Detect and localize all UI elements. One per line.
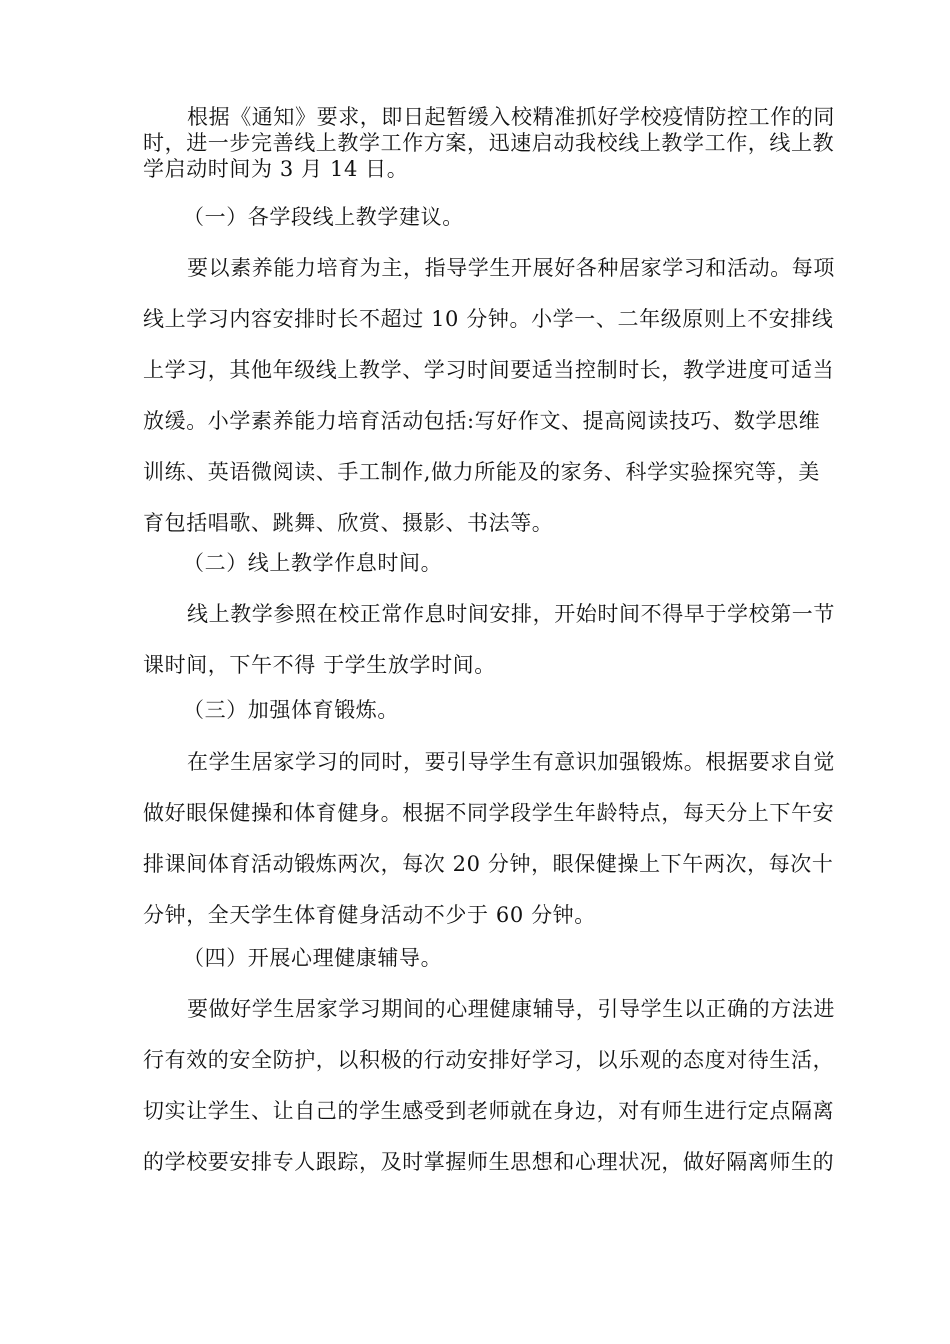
section-3-line-1: 在学生居家学习的同时，要引导学生有意识加强锻炼。根据要求自觉 [187,750,835,774]
section-2-heading: （二）线上教学作息时间。 [183,551,443,575]
section-3-line-4: 分钟，全天学生体育健身活动不少于 60 分钟。 [143,903,596,927]
intro-line-2: 时，进一步完善线上教学工作方案，迅速启动我校线上教学工作，线上教 [143,131,835,155]
section-1-line-4: 放缓。小学素养能力培育活动包括:写好作文、提高阅读技巧、数学思维 [143,409,821,433]
section-4-line-2: 行有效的安全防护，以积极的行动安排好学习，以乐观的态度对待生活， [143,1048,835,1072]
section-2-line-1: 线上教学参照在校正常作息时间安排，开始时间不得早于学校第一节 [187,602,835,626]
intro-line-3: 学启动时间为 3 月 14 日。 [143,157,409,181]
section-2-paragraph [143,589,835,691]
section-1-line-6: 育包括唱歌、跳舞、欣赏、摄影、书法等。 [143,511,554,535]
section-1-line-1: 要以素养能力培育为主，指导学生开展好各种居家学习和活动。每项 [187,256,835,280]
intro-line-1: 根据《通知》要求，即日起暂缓入校精准抓好学校疫情防控工作的同 [187,105,835,129]
section-1-paragraph [143,243,835,549]
section-2-line-2: 课时间，下午不得 于学生放学时间。 [143,653,496,677]
section-4-heading: （四）开展心理健康辅导。 [183,946,443,970]
section-1-line-2: 线上学习内容安排时长不超过 10 分钟。小学一、二年级原则上不安排线 [143,307,834,331]
intro-paragraph [143,104,835,182]
section-3-line-3: 排课间体育活动锻炼两次，每次 20 分钟，眼保健操上下午两次，每次十 [143,852,834,876]
section-4-paragraph [143,984,835,1188]
section-4-line-3: 切实让学生、让自己的学生感受到老师就在身边，对有师生进行定点隔离 [143,1099,835,1123]
section-4-line-1: 要做好学生居家学习期间的心理健康辅导，引导学生以正确的方法进 [187,997,835,1021]
section-1-heading: （一）各学段线上教学建议。 [183,205,464,229]
section-3-paragraph [143,737,835,941]
section-1-line-3: 上学习，其他年级线上教学、学习时间要适当控制时长，教学进度可适当 [143,358,835,382]
section-1-line-5: 训练、英语微阅读、手工制作,做力所能及的家务、科学实验探究等，美 [143,460,820,484]
section-4-line-4: 的学校要安排专人跟踪，及时掌握师生思想和心理状况，做好隔离师生的 [143,1150,835,1174]
section-3-line-2: 做好眼保健操和体育健身。根据不同学段学生年龄特点，每天分上下午安 [143,801,835,825]
section-3-heading: （三）加强体育锻炼。 [183,698,399,722]
